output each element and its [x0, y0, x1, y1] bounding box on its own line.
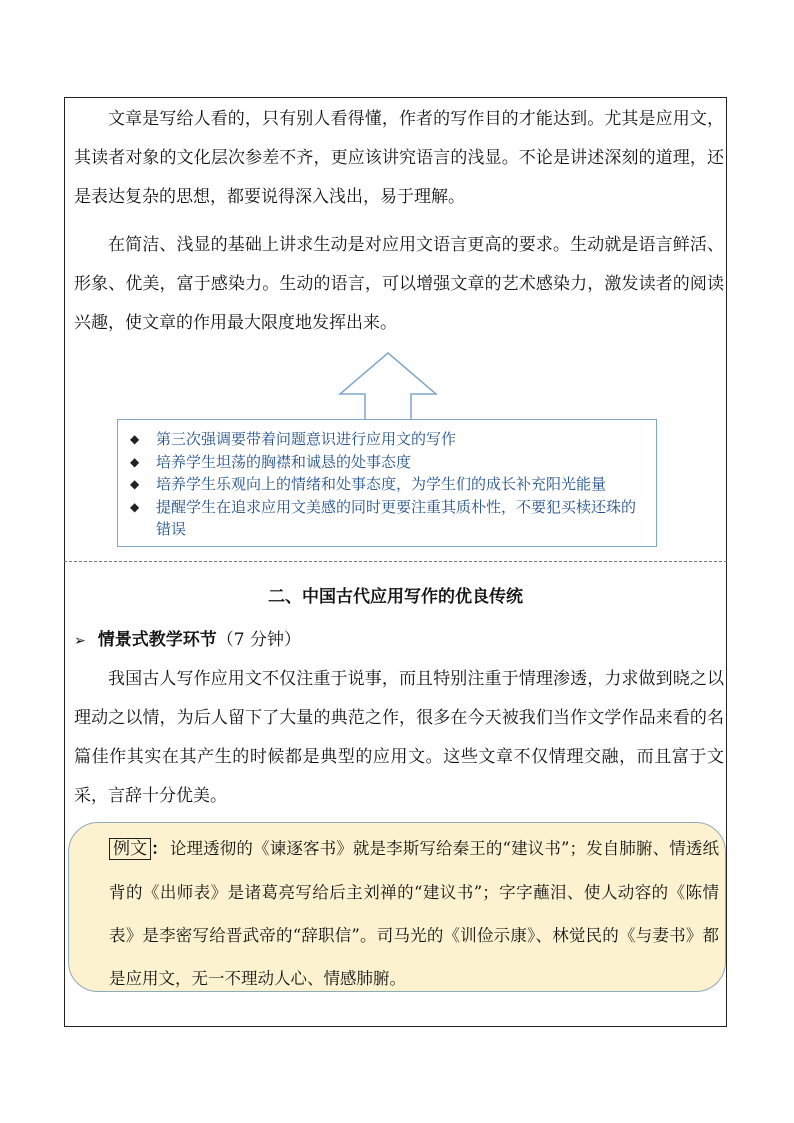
example-box	[68, 822, 726, 992]
section-title: 二、中国古代应用写作的优良传统	[268, 587, 523, 607]
diamond-bullet-icon: ◆	[130, 432, 140, 446]
goal-item: ◆ 培养学生乐观向上的情绪和处事态度，为学生们的成长补充阳光能量	[128, 473, 648, 496]
diamond-bullet-icon: ◆	[130, 499, 140, 514]
paragraph-vividness: 在简洁、浅显的基础上讲求生动是对应用文语言更高的要求。生动就是语言鲜活、形象、优美，富于感染力。生动的语言，可以增强文章的艺术感染力，激发读者的阅读兴趣，使文章的作用最大限度地发挥出来。	[74, 235, 724, 333]
goal-item: ◆ 提醒学生在追求应用文美感的同时更要注重其质朴性，不要犯买椟还珠的错误	[130, 497, 637, 538]
stage-name: 情景式教学环节	[97, 630, 217, 650]
up-arrow-icon	[338, 352, 438, 422]
paragraph-tradition: 我国古人写作应用文不仅注重于说事，而且特别注重于情理渗透，力求做到晓之以理动之以情，为后人留下了大量的典范之作，很多在今天被我们当作文学作品来看的名篇佳作其实在其产生的时候都是典型的应用文。这些文章不仅情理交融，而且富于文采，言辞十分优美。	[74, 669, 724, 806]
stage-heading	[74, 625, 301, 650]
diamond-bullet-icon: ◆	[130, 454, 140, 469]
example-label: 例文	[109, 838, 151, 860]
arrow-bullet-icon: ➢	[74, 633, 86, 649]
teaching-goals-box	[117, 419, 657, 547]
example-colon: ：	[151, 839, 168, 858]
goal-item: ◆ 培养学生坦荡的胸襟和诚恳的处事态度	[128, 451, 648, 474]
section-divider	[64, 561, 727, 562]
example-text: 论理透彻的《谏逐客书》就是李斯写给秦王的“建议书”；发自肺腑、情透纸背的《出师表》是诸葛亮写给后主刘禅的“建议书”；字字蘸泪、使人动容的《陈情表》是李密写给晋武帝的“辞职信”。司马光的《训俭示康》、林觉民的《与妻书》都是应用文，无一不理动人心、情感肺腑。	[109, 839, 720, 988]
diamond-bullet-icon: ◆	[130, 477, 140, 491]
goal-item: ◆ 第三次强调要带着问题意识进行应用文的写作	[128, 428, 648, 451]
stage-duration: （7 分钟）	[216, 630, 301, 650]
paragraph-readability: 文章是写给人看的，只有别人看得懂，作者的写作目的才能达到。尤其是应用文，其读者对象的文化层次参差不齐，更应该讲究语言的浅显。不论是讲述深刻的道理，还是表达复杂的思想，都要说得深入浅出，易于理解。	[74, 109, 724, 207]
